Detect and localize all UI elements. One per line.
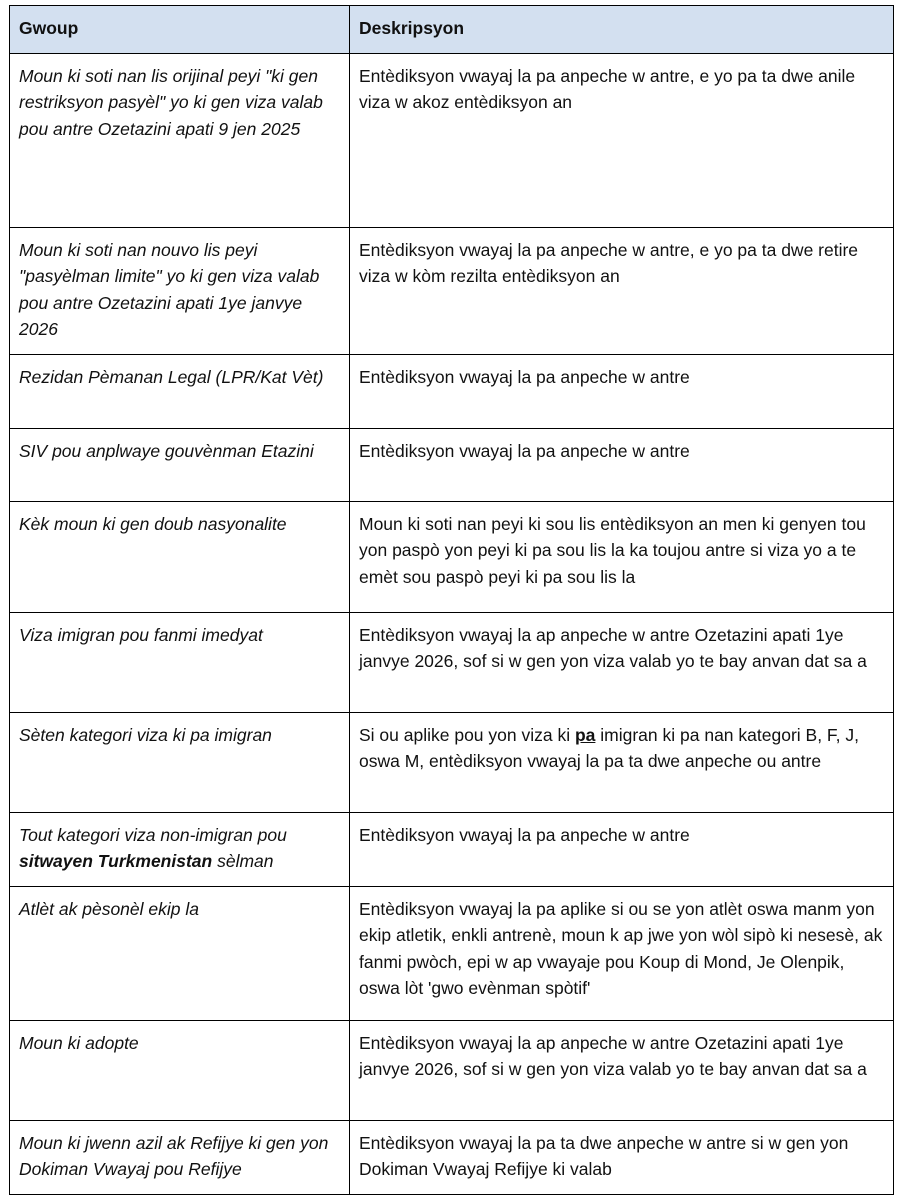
- table-row: [10, 712, 894, 812]
- group-cell: Moun ki soti nan lis orijinal peyi "ki gen restriksyon pasyèl" yo ki gen viza valab pou antre Ozetazini apati 9 jen 2025: [10, 53, 350, 227]
- description-cell: Moun ki soti nan peyi ki sou lis entèdiksyon an men ki genyen tou yon paspò yon peyi ki pa sou lis la ka toujou antre si viza yo a te emèt sou paspò peyi ki pa sou lis la: [350, 501, 894, 612]
- group-text: Tout kategori viza non-imigran pou: [19, 824, 287, 845]
- description-cell: Entèdiksyon vwayaj la pa anpeche w antre, e yo pa ta dwe retire viza w kòm rezilta entèdiksyon an: [350, 227, 894, 354]
- table-row: [10, 227, 894, 354]
- description-text: imigran ki pa nan kategori B, F, J, oswa M, entèdiksyon vwayaj la pa ta dwe anpeche ou antre: [359, 724, 859, 771]
- table-row: [10, 501, 894, 612]
- description-cell: Entèdiksyon vwayaj la pa anpeche w antre, e yo pa ta dwe anile viza w akoz entèdiksyon an: [350, 53, 894, 227]
- group-cell: Atlèt ak pèsonèl ekip la: [10, 886, 350, 1020]
- group-cell: Moun ki adopte: [10, 1020, 350, 1120]
- description-cell: Entèdiksyon vwayaj la pa anpeche w antre: [350, 354, 894, 428]
- description-cell: Entèdiksyon vwayaj la pa anpeche w antre: [350, 428, 894, 501]
- header-group: Gwoup: [10, 6, 350, 54]
- group-cell: Viza imigran pou fanmi imedyat: [10, 612, 350, 712]
- table-row: [10, 812, 894, 886]
- table-row: [10, 612, 894, 712]
- table-row: [10, 428, 894, 501]
- emphasis-text: sitwayen Turkmenistan: [19, 851, 213, 871]
- group-text: sèlman: [212, 851, 274, 871]
- travel-ban-table: [9, 5, 894, 1195]
- description-cell: Entèdiksyon vwayaj la pa anpeche w antre: [350, 812, 894, 886]
- group-cell: Kèk moun ki gen doub nasyonalite: [10, 501, 350, 612]
- group-cell: [10, 812, 350, 886]
- description-cell: Entèdiksyon vwayaj la pa ta dwe anpeche w antre si w gen yon Dokiman Vwayaj Refijye ki valab: [350, 1120, 894, 1194]
- description-cell: Entèdiksyon vwayaj la ap anpeche w antre Ozetazini apati 1ye janvye 2026, sof si w gen yon viza valab yo te bay anvan dat sa a: [350, 612, 894, 712]
- description-text: Si ou aplike pou yon viza ki: [359, 724, 575, 745]
- description-cell: Entèdiksyon vwayaj la ap anpeche w antre Ozetazini apati 1ye janvye 2026, sof si w gen yon viza valab yo te bay anvan dat sa a: [350, 1020, 894, 1120]
- table-row: [10, 354, 894, 428]
- table-row: [10, 53, 894, 227]
- group-cell: Rezidan Pèmanan Legal (LPR/Kat Vèt): [10, 354, 350, 428]
- group-cell: Sèten kategori viza ki pa imigran: [10, 712, 350, 812]
- group-cell: Moun ki jwenn azil ak Refijye ki gen yon Dokiman Vwayaj pou Refijye: [10, 1120, 350, 1194]
- header-description: Deskripsyon: [350, 6, 894, 54]
- table-row: [10, 1020, 894, 1120]
- group-cell: Moun ki soti nan nouvo lis peyi "pasyèlman limite" yo ki gen viza valab pou antre Ozetazini apati 1ye janvye 2026: [10, 227, 350, 354]
- table-header-row: [10, 6, 894, 54]
- description-cell: Entèdiksyon vwayaj la pa aplike si ou se yon atlèt oswa manm yon ekip atletik, enkli antrenè, moun k ap jwe yon wòl sipò ki nesesè, ak fanmi pwòch, epi w ap vwayaje pou Koup di Mond, Je Olenpik, oswa lòt 'gwo evènman spòtif': [350, 886, 894, 1020]
- description-cell: [350, 712, 894, 812]
- table-row: [10, 1120, 894, 1194]
- table-row: [10, 886, 894, 1020]
- emphasis-text: pa: [574, 724, 596, 745]
- group-cell: SIV pou anplwaye gouvènman Etazini: [10, 428, 350, 501]
